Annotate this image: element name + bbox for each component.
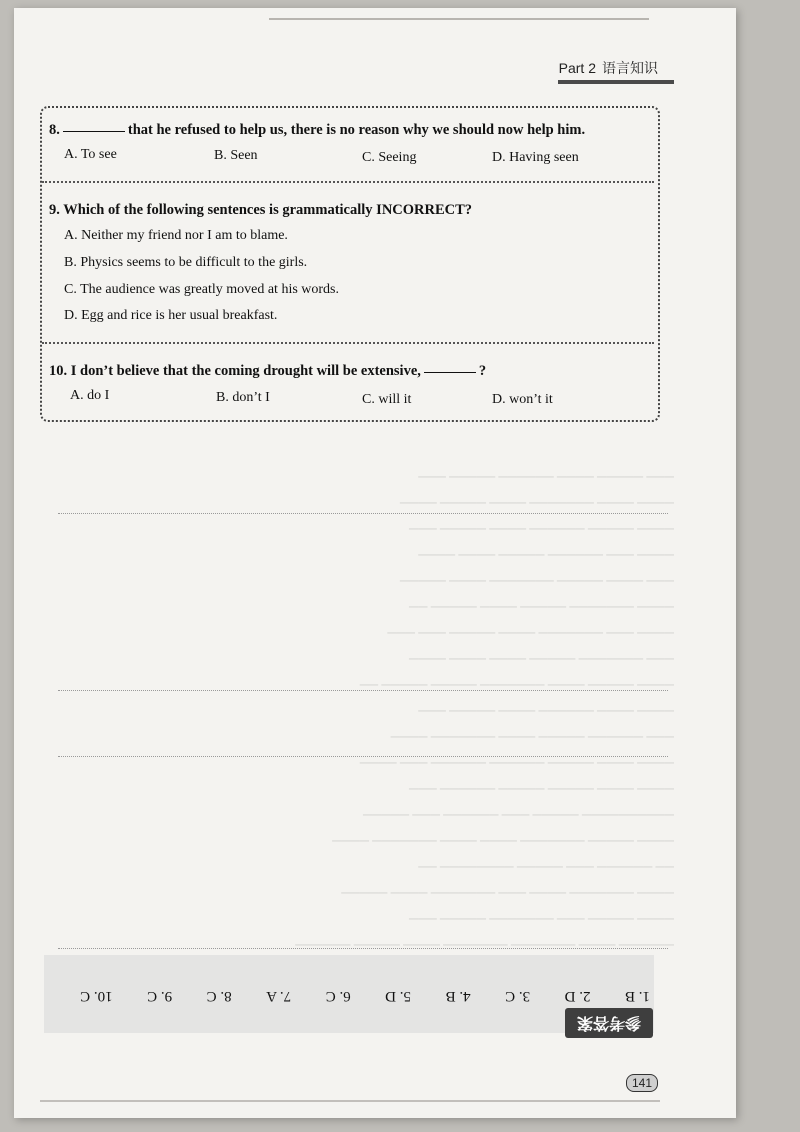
answer-item: 7. A [266, 988, 292, 1004]
header-underline [558, 80, 674, 84]
option-d: D. won’t it [492, 392, 553, 407]
option-d: D. Having seen [492, 150, 579, 165]
header-part: Part 2 [558, 60, 596, 76]
bleed-divider [58, 948, 668, 949]
option-c: C. Seeing [362, 150, 417, 165]
option-a: A. do I [70, 388, 110, 403]
answer-item: 4. B [445, 988, 471, 1004]
question-divider [42, 342, 654, 344]
bottom-edge-line [40, 1100, 660, 1102]
question-number: 8. [49, 122, 60, 138]
answer-key [80, 978, 650, 1004]
answer-item: 5. D [385, 988, 412, 1004]
answer-item: 9. C [147, 988, 173, 1004]
option-c: C. will it [362, 392, 412, 407]
page-header [559, 58, 658, 78]
answer-item: 1. B [624, 988, 650, 1004]
question-text: I don’t believe that the coming drought will be extensive, [70, 363, 421, 379]
question-text: that he refused to help us, there is no reason why we should now help him. [127, 122, 586, 138]
question-number: 10. [49, 363, 68, 379]
header-title: 语言知识 [602, 60, 658, 76]
answer-item: 8. C [206, 988, 232, 1004]
answer-item: 2. D [564, 988, 591, 1004]
question-8 [49, 122, 585, 139]
question-9 [49, 202, 472, 219]
bleed-divider [58, 690, 668, 691]
option-a: A. Neither my friend nor I am to blame. [64, 228, 288, 243]
option-b: B. don’t I [216, 390, 270, 405]
answer-item: 10. C [80, 988, 113, 1004]
option-b: B. Physics seems to be difficult to the girls. [64, 255, 308, 270]
answer-item: 3. C [505, 988, 531, 1004]
page-number: 141 [626, 1074, 658, 1092]
option-a: A. To see [64, 147, 117, 162]
option-c: C. The audience was greatly moved at his words. [64, 282, 340, 297]
answer-section-title: 参考答案 [565, 1008, 653, 1038]
answer-blank [424, 372, 476, 373]
option-b: B. Seen [214, 148, 258, 163]
option-d: D. Egg and rice is her usual breakfast. [64, 308, 278, 323]
bleed-divider [58, 756, 668, 757]
answer-item: 6. C [325, 988, 351, 1004]
question-10 [49, 363, 486, 380]
question-number: 9. [49, 202, 60, 218]
answer-blank [63, 131, 125, 132]
bleed-divider [58, 513, 668, 514]
top-edge-line [269, 18, 649, 20]
question-text: Which of the following sentences is grammatically INCORRECT? [63, 202, 473, 218]
bleed-through-text: ────── ──── ─────── ─────── ──── ───── ────── ──── ───── ─── ─────── ───── ─── ──── ─────── ──── ─── ─────── ──── ───── ── ────── ─── ───── ──────── ── ──── ───── ─────── ──── ──── ─────── ──── ────────── ───── ─── ────── ─── ───── ──── ──── ───── ───── ────── ─── ──── ──── ───── ────── ────── ─── ──── ─── ────── ───── ──── ─────── ──── ──── ──── ────── ──── ───── ─── ──── ───── ──── ─────── ───── ───── ── ─── ─────── ───── ──── ──── ──── ──── ─── ─────── ──── ───── ─── ─── ──── ─────── ───── ──── ───── ── ─── ──── ───── ─────── ──── ───── ──── ─── ────── ───── ──── ──── ──── ───── ────── ──── ───── ─── ──── ──── ─────── ──── ───── ──── ─── ───── ──── ────── ───── ─── [295, 470, 674, 953]
question-end: ? [478, 363, 487, 379]
question-divider [42, 181, 654, 183]
